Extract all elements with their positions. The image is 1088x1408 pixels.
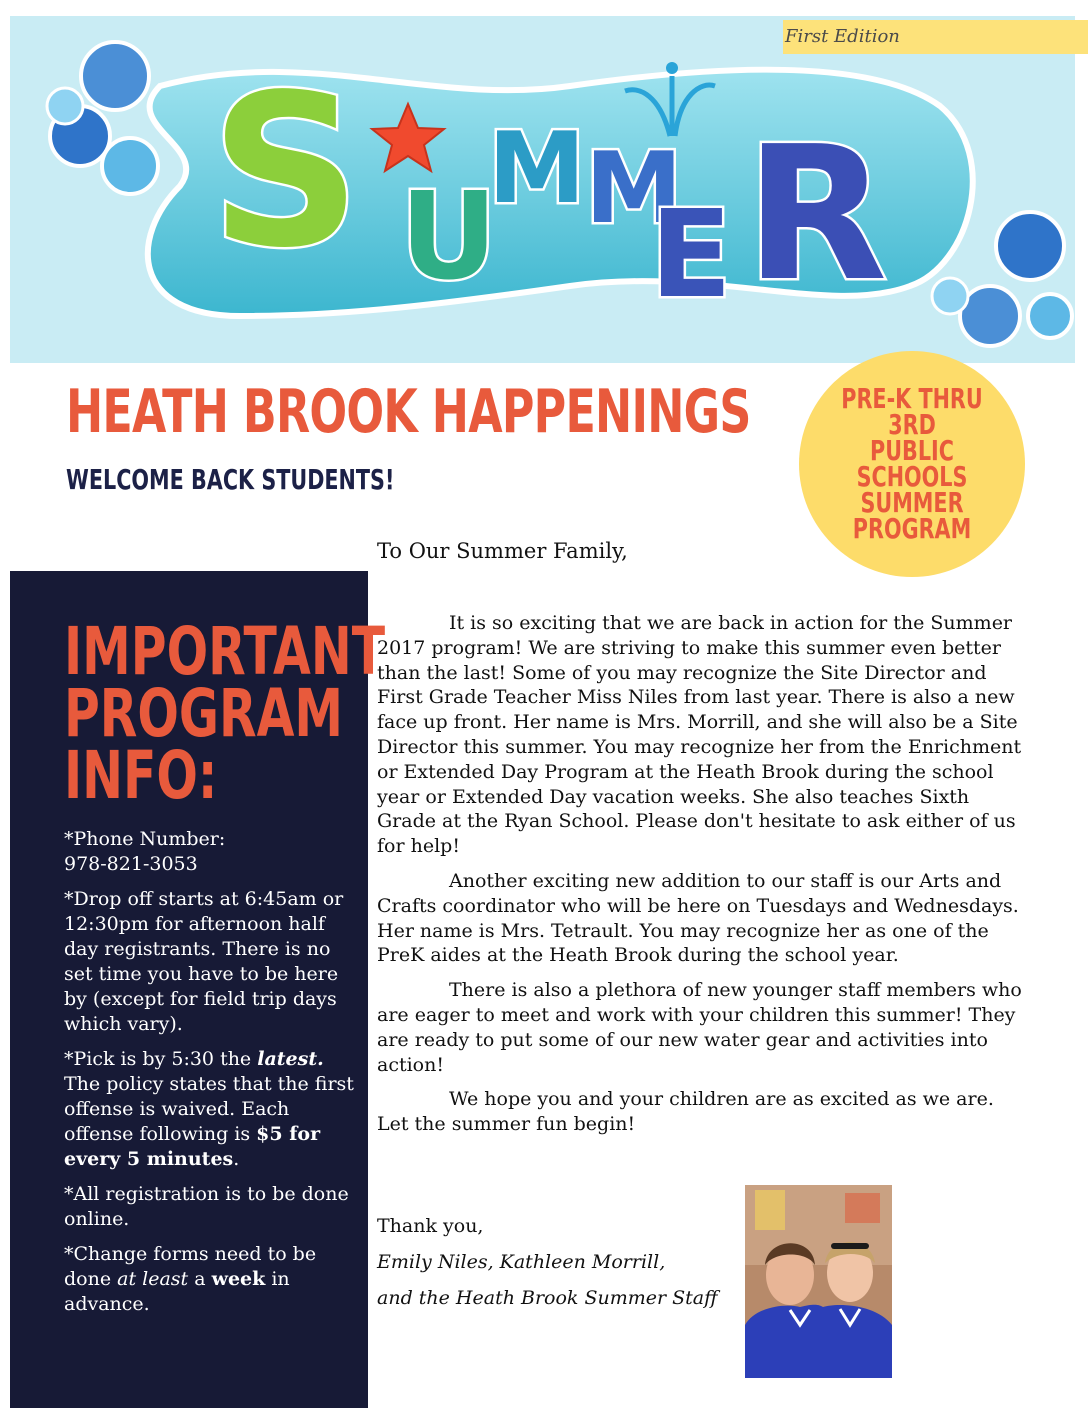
dropoff-info: *Drop off starts at 6:45am or 12:30pm for afternoon half day registrants. There is no set time you have to be here by (except for field trip days which vary). — [64, 888, 344, 1035]
letter-body — [377, 611, 1027, 1147]
program-badge — [799, 351, 1025, 577]
program-info-sidebar — [10, 571, 386, 1408]
svg-text:M: M — [585, 132, 683, 246]
newsletter-subtitle: WELCOME BACK STUDENTS! — [66, 463, 395, 496]
signature-line: Emily Niles, Kathleen Morrill, — [377, 1251, 666, 1273]
thanks-line: Thank you, — [377, 1215, 484, 1237]
pickup-text: *Pick is by 5:30 the — [64, 1048, 258, 1070]
svg-text:E: E — [650, 186, 732, 325]
change-forms-info — [64, 1242, 364, 1317]
pickup-info — [64, 1047, 364, 1172]
phone-info — [64, 827, 364, 877]
letter-paragraph: There is also a plethora of new younger staff members who are eager to meet and work with your children this summer! They are ready to put some of our new water gear and activities into action! — [377, 979, 1022, 1076]
signature-line: and the Heath Brook Summer Staff — [377, 1287, 718, 1309]
pickup-text: The policy states that the first offense is waived. Each offense following is — [64, 1073, 354, 1145]
newsletter-title: HEATH BROOK HAPPENINGS — [66, 377, 751, 447]
letter-paragraph: We hope you and your children are as excited as we are. Let the summer fun begin! — [377, 1088, 994, 1136]
svg-text:R: R — [745, 106, 888, 322]
edition-label: First Edition — [783, 20, 1088, 54]
program-badge-text: PRE-K THRU 3RD PUBLIC SCHOOLS SUMMER PROGRAM — [841, 382, 983, 545]
sidebar-info-list — [64, 827, 364, 1327]
letter-greeting: To Our Summer Family, — [377, 539, 628, 563]
letter-paragraph: Another exciting new addition to our staff is our Arts and Crafts coordinator who will be here on Tuesdays and Wednesdays. Her name is Mrs. Tetrault. You may recognize her as one of the PreK aides at the Heath Brook during the school year. — [377, 869, 1019, 967]
registration-info: *All registration is to be done online. — [64, 1183, 349, 1230]
phone-number: 978-821-3053 — [64, 853, 198, 875]
change-emphasis: week — [211, 1268, 266, 1290]
svg-text:U: U — [400, 168, 498, 307]
svg-text:M: M — [488, 112, 586, 226]
pickup-emphasis: latest. — [257, 1048, 324, 1070]
change-text: a — [188, 1268, 212, 1290]
left-wave-icon — [47, 42, 158, 194]
sidebar-heading: IMPORTANT PROGRAM INFO: — [64, 613, 386, 814]
late-fee: $5 for every 5 minutes — [64, 1123, 321, 1170]
staff-photo — [745, 1185, 892, 1378]
change-text: in advance. — [64, 1268, 290, 1315]
change-emphasis: at least — [117, 1268, 189, 1290]
letter-paragraph: It is so exciting that we are back in action for the Summer 2017 program! We are striving to make this summer even better than the last! Some of you may recognize the Site Director and First Grade Teacher Miss Niles from last year. There is also a new face up front. Her name is Mrs. Morrill, and she will also be a Site Director this summer. You may recognize her from the Enrichment or Extended Day Program at the Heath Brook during the school year or Extended Day vacation weeks. She also teaches Sixth Grade at the Ryan School. Please don't hesitate to ask either of us for help! — [377, 612, 1022, 858]
svg-text:S: S — [210, 49, 362, 294]
pickup-text: . — [233, 1148, 240, 1170]
change-text: *Change forms need to be done — [64, 1243, 317, 1290]
summer-banner — [10, 16, 1075, 363]
letter-closing — [377, 1208, 718, 1316]
summer-logo-graphic — [10, 16, 1075, 363]
phone-label: *Phone Number: — [64, 828, 226, 850]
